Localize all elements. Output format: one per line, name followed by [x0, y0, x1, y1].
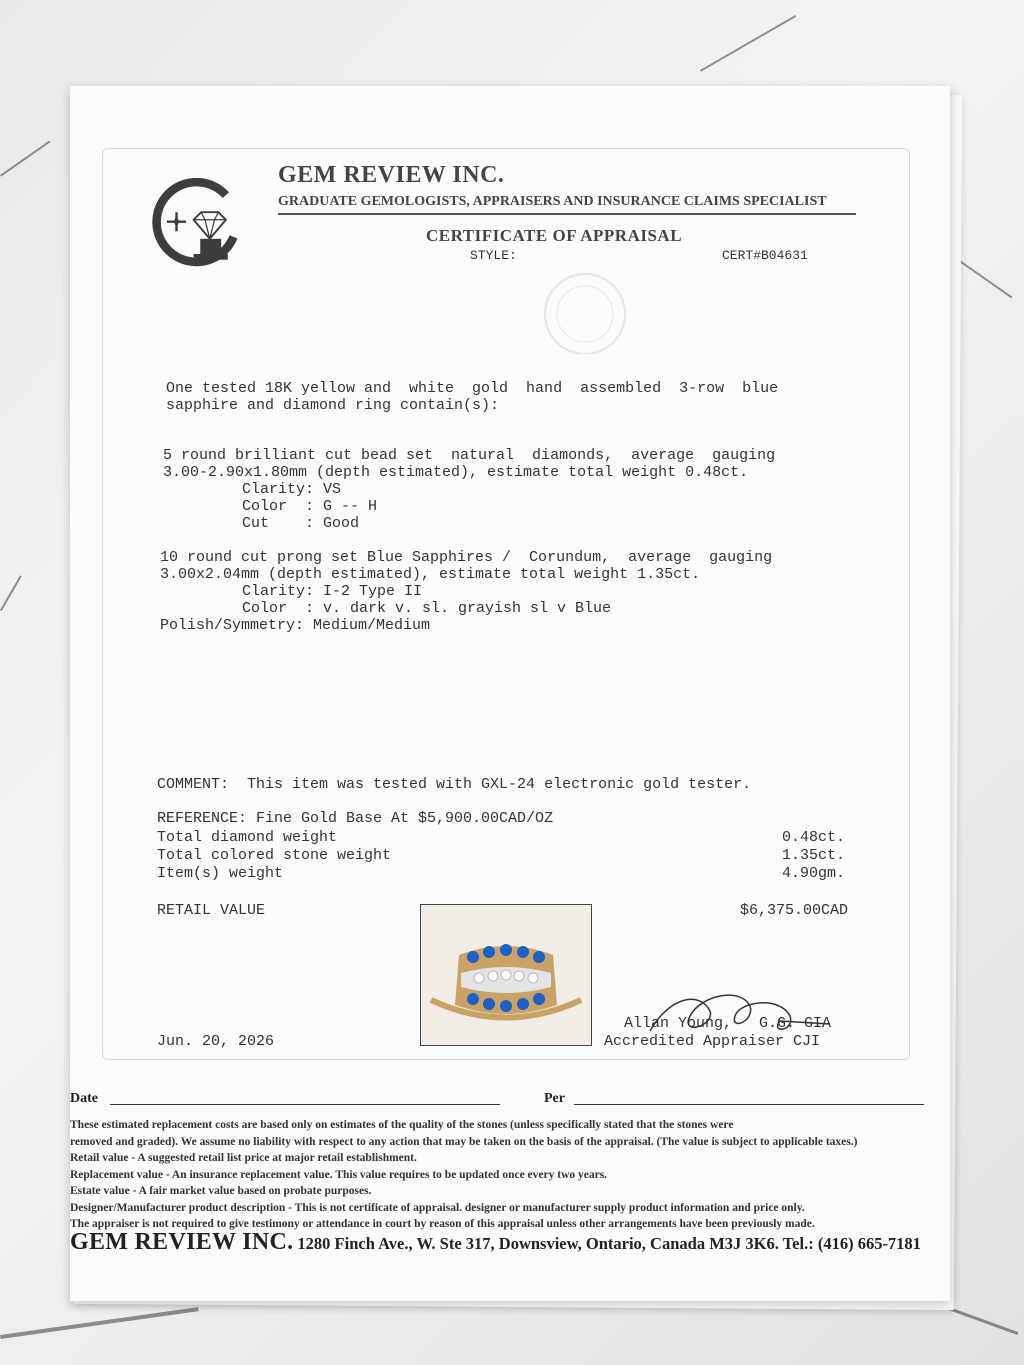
appraiser-title: Accredited Appraiser CJI — [604, 1033, 821, 1050]
diamond-clarity: Clarity: VS — [242, 481, 342, 498]
certificate-title: CERTIFICATE OF APPRAISAL — [426, 226, 683, 245]
sapphire-color: Color : v. dark v. sl. grayish sl v Blue — [242, 600, 612, 617]
per-label: Per — [544, 1091, 565, 1106]
fine-print-line: Estate value - A fair market value based on probate purposes. — [70, 1185, 372, 1197]
sapphire-clarity: Clarity: I-2 Type II — [242, 583, 423, 600]
fine-print-line: removed and graded). We assume no liability with respect to any action that may be taken on the basis of the appraisal. (The value is subject to applicable taxes.) — [70, 1135, 858, 1148]
description-line: One tested 18K yellow and white gold hand assembled 3-row blue — [166, 380, 779, 397]
company-subtitle: GRADUATE GEMOLOGISTS, APPRAISERS AND INSURANCE CLAIMS SPECIALIST — [278, 194, 827, 209]
fine-print-line: These estimated replacement costs are based only on estimates of the quality of the stones (unless specifically stated that the stones were — [70, 1119, 734, 1131]
cert-number: CERT#B04631 — [722, 248, 808, 263]
sapphire-line: 10 round cut prong set Blue Sapphires / Corundum, average gauging — [160, 549, 773, 566]
footer-company-line — [70, 1229, 921, 1256]
watermark-seal-icon — [525, 264, 645, 354]
date-label: Date — [70, 1091, 98, 1106]
fine-print-line: Replacement value - An insurance replacement value. This value requires to be updated once every two years. — [70, 1168, 608, 1181]
per-line — [574, 1104, 924, 1105]
retail-value-label: RETAIL VALUE — [157, 902, 266, 919]
marble-vein — [700, 15, 796, 72]
header-rule — [278, 213, 856, 215]
fine-print-line: Retail value - A suggested retail list price at major retail establishment. — [70, 1152, 417, 1164]
marble-vein — [0, 575, 22, 611]
marble-vein — [0, 141, 50, 177]
weight-value: 4.90gm. — [781, 865, 845, 882]
weight-label: Item(s) weight — [157, 865, 284, 882]
diamond-line: 3.00-2.90x1.80mm (depth estimated), estimate total weight 0.48ct. — [163, 464, 749, 481]
weight-label: Total diamond weight — [157, 829, 338, 846]
appraisal-certificate — [70, 86, 950, 1301]
diamond-line: 5 round brilliant cut bead set natural diamonds, average gauging — [163, 447, 776, 464]
marble-vein — [0, 1307, 199, 1339]
style-label: STYLE: — [470, 248, 517, 263]
diamond-cut: Cut : Good — [242, 515, 360, 532]
fine-print-line: Designer/Manufacturer product description - This is not certificate of appraisal. designer or manufacturer supply product information and price only. — [70, 1201, 805, 1214]
description-line: sapphire and diamond ring contain(s): — [166, 397, 500, 414]
reference: REFERENCE: Fine Gold Base At $5,900.00CAD/OZ — [157, 810, 554, 827]
footer-company-name: GEM REVIEW INC. — [70, 1229, 294, 1255]
company-name: GEM REVIEW INC. — [278, 162, 505, 188]
gem-logo-icon — [148, 178, 243, 273]
marble-vein — [959, 260, 1013, 298]
retail-value: $6,375.00CAD — [739, 902, 848, 919]
fine-print — [70, 1117, 950, 1233]
footer-address: 1280 Finch Ave., W. Ste 317, Downsview, Ontario, Canada M3J 3K6. Tel.: (416) 665-7181 — [297, 1234, 921, 1253]
comment: COMMENT: This item was tested with GXL-24 electronic gold tester. — [157, 776, 752, 793]
ring-photo — [420, 904, 592, 1046]
appraiser-name: Allan Young, G.G. GIA — [624, 1015, 832, 1032]
date-line — [110, 1104, 500, 1105]
fine-print-line: The appraiser is not required to give testimony or attendance in court by reason of this appraisal unless other arrangements have been previously made. — [70, 1218, 815, 1230]
weight-value: 1.35ct. — [781, 847, 845, 864]
sapphire-line: 3.00x2.04mm (depth estimated), estimate total weight 1.35ct. — [160, 566, 701, 583]
appraisal-date: Jun. 20, 2026 — [157, 1033, 275, 1050]
ring-image-icon — [421, 905, 591, 1045]
diamond-color: Color : G -- H — [242, 498, 378, 515]
sapphire-polish: Polish/Symmetry: Medium/Medium — [160, 617, 431, 634]
weight-label: Total colored stone weight — [157, 847, 392, 864]
weight-value: 0.48ct. — [781, 829, 845, 846]
